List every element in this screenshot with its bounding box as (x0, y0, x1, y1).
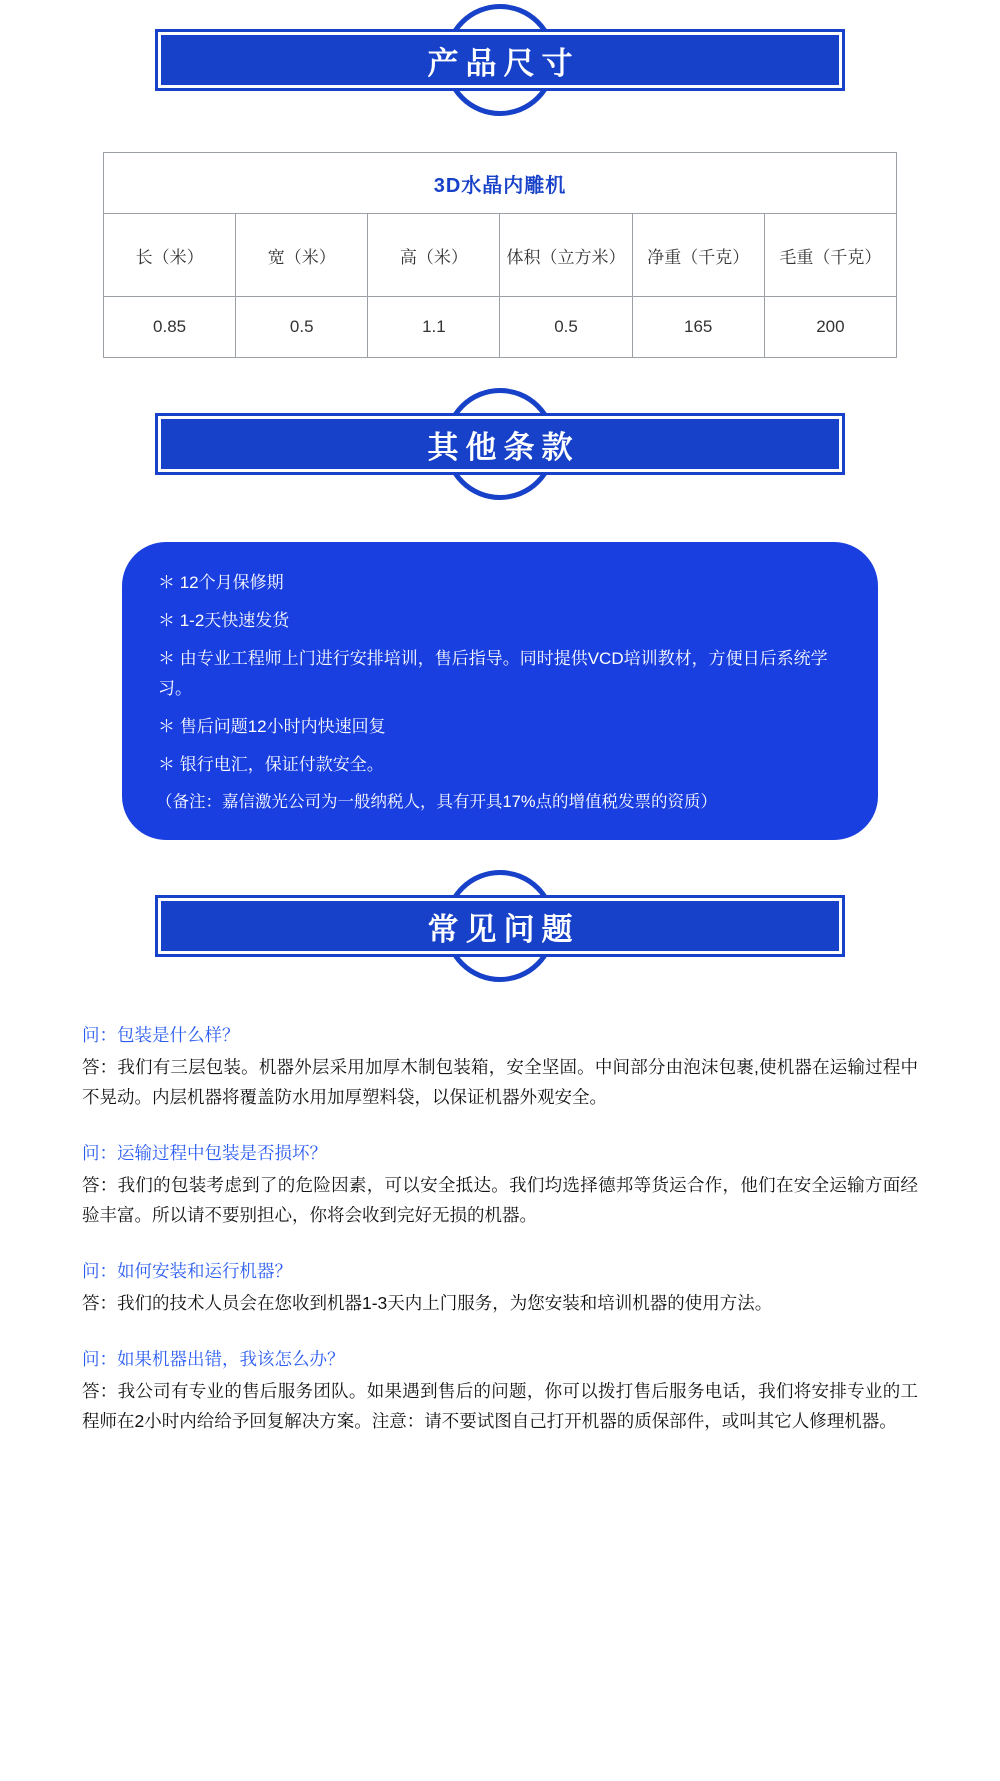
banner-bar (155, 29, 845, 91)
spacer (0, 358, 1000, 384)
banner-bar (155, 413, 845, 475)
section-banner-faq (0, 866, 1000, 986)
spec-header-volume: 体积（立方米） (500, 214, 632, 297)
list-item (82, 1344, 918, 1436)
spec-header-width: 宽（米） (236, 214, 368, 297)
faq-answer: 答：我们的技术人员会在您收到机器1-3天内上门服务，为您安装和培训机器的使用方法。 (82, 1293, 773, 1313)
section-banner-product-size (0, 0, 1000, 120)
spec-header-net-weight: 净重（千克） (632, 214, 764, 297)
spec-table-wrapper (103, 152, 897, 358)
spec-value-width: 0.5 (236, 297, 368, 358)
list-item: ＊ 银行电汇，保证付款安全。 (158, 755, 384, 774)
faq-answer: 答：我们有三层包装。机器外层采用加厚木制包装箱，安全坚固。中间部分由泡沫包裹,使机器在运输过程中不晃动。内层机器将覆盖防水用加厚塑料袋，以保证机器外观安全。 (82, 1057, 918, 1107)
banner-bar-inner (161, 35, 839, 85)
list-item: ＊ 1-2天快速发货 (158, 611, 290, 630)
section-title-faq: 常见问题 (427, 911, 580, 947)
faq-question: 问：包装是什么样？ (82, 1025, 240, 1045)
list-item (82, 1020, 918, 1112)
terms-note: （备注：嘉信激光公司为一般纳税人，具有开具17%点的增值税发票的资质） (156, 793, 718, 811)
faq-list (82, 1020, 918, 1502)
section-banner-other-terms (0, 384, 1000, 504)
list-item: ＊ 由专业工程师上门进行安排培训，售后指导。同时提供VCD培训教材，方便日后系统学习。 (158, 649, 828, 698)
list-item: ＊ 12个月保修期 (158, 573, 284, 592)
banner-bar (155, 895, 845, 957)
spec-table-title-row (104, 153, 897, 214)
terms-panel (122, 542, 878, 840)
faq-answer: 答：我公司有专业的售后服务团队。如果遇到售后的问题，你可以拨打售后服务电话，我们将安排专业的工程师在2小时内给给予回复解决方案。注意：请不要试图自己打开机器的质保部件，或叫其它人修理机器。 (82, 1381, 918, 1431)
section-title-other-terms: 其他条款 (427, 429, 580, 465)
banner-bar-inner (161, 901, 839, 951)
spec-header-height: 高（米） (368, 214, 500, 297)
faq-question: 问：运输过程中包装是否损坏？ (82, 1143, 327, 1163)
spec-table-value-row (104, 297, 897, 358)
section-title-product-size: 产品尺寸 (427, 45, 580, 81)
faq-question: 问：如果机器出错，我该怎么办？ (82, 1349, 345, 1369)
spacer (0, 840, 1000, 866)
spec-value-gross-weight: 200 (764, 297, 896, 358)
terms-list (156, 568, 838, 780)
spec-table-title: 3D水晶内雕机 (104, 153, 897, 214)
list-item (82, 1138, 918, 1230)
spec-table-header-row (104, 214, 897, 297)
spec-header-length: 长（米） (104, 214, 236, 297)
spec-header-gross-weight: 毛重（千克） (764, 214, 896, 297)
spec-value-net-weight: 165 (632, 297, 764, 358)
list-item: ＊ 售后问题12小时内快速回复 (158, 717, 386, 736)
faq-answer: 答：我们的包装考虑到了的危险因素，可以安全抵达。我们均选择德邦等货运合作，他们在安全运输方面经验丰富。所以请不要别担心，你将会收到完好无损的机器。 (82, 1175, 918, 1225)
list-item (82, 1256, 918, 1318)
faq-question: 问：如何安装和运行机器？ (82, 1261, 292, 1281)
spec-table (103, 152, 897, 358)
spec-value-height: 1.1 (368, 297, 500, 358)
banner-bar-inner (161, 419, 839, 469)
spec-value-length: 0.85 (104, 297, 236, 358)
spec-value-volume: 0.5 (500, 297, 632, 358)
